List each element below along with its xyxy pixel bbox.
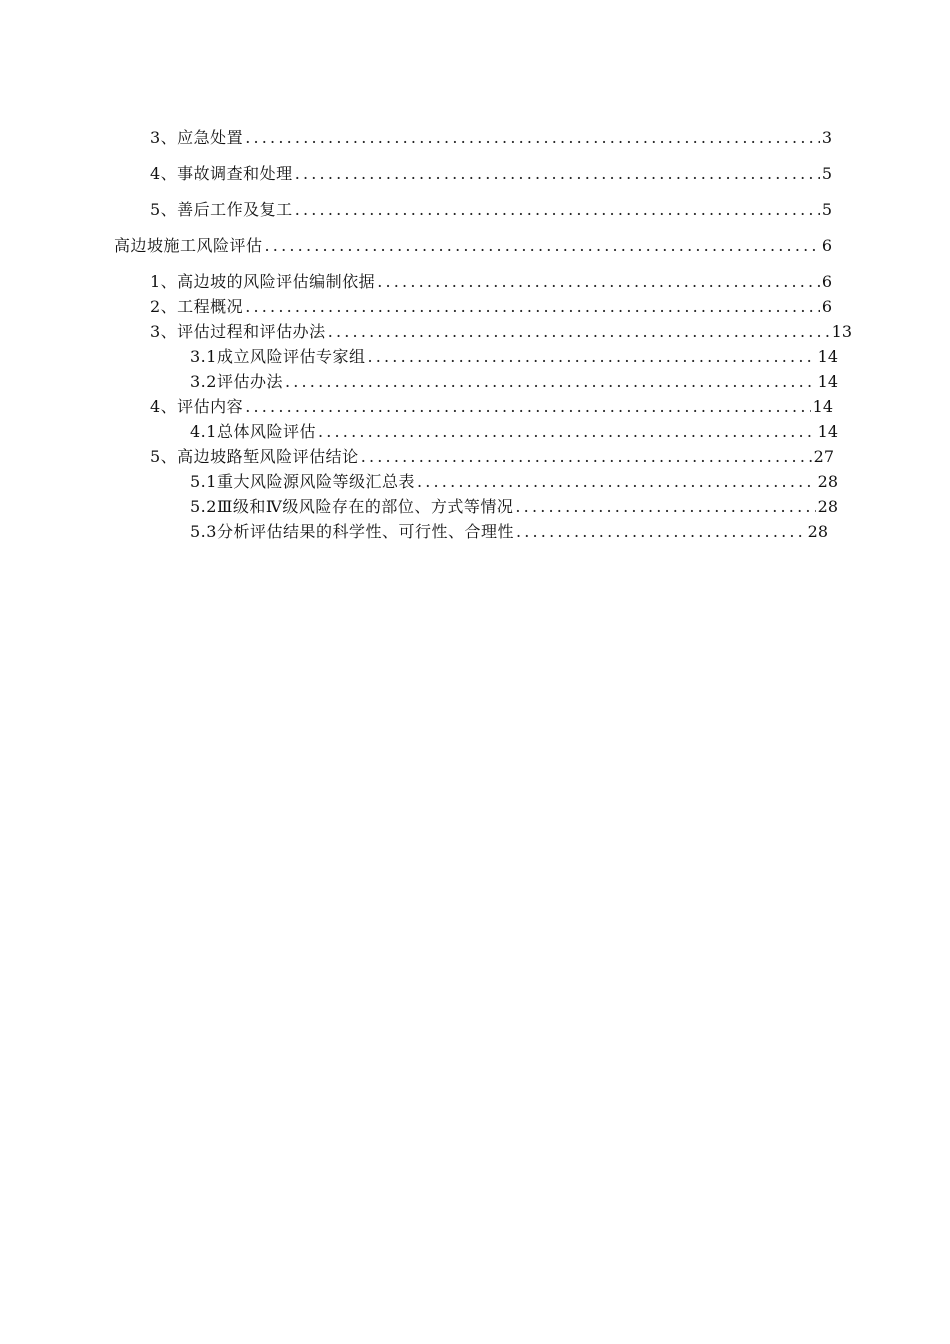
toc-entry-title: 5、高边坡路堑风险评估结论 <box>150 447 359 466</box>
toc-entry-page: 6 <box>821 297 832 316</box>
toc-entry-title: 5.2Ⅲ级和Ⅳ级风险存在的部位、方式等情况 <box>190 497 514 516</box>
toc-dot-leader <box>328 321 830 343</box>
toc-entry-page: 6 <box>821 236 832 255</box>
toc-entry-title: 3、评估过程和评估办法 <box>150 322 326 341</box>
toc-dot-leader <box>245 296 820 318</box>
toc-entry[interactable] <box>190 346 838 368</box>
toc-entry-page: 28 <box>817 472 838 491</box>
toc-entry-title: 4.1总体风险评估 <box>190 422 316 441</box>
toc-entry-title: 5、善后工作及复工 <box>150 200 293 219</box>
toc-entry-page: 28 <box>817 497 838 516</box>
toc-entry[interactable] <box>190 371 838 393</box>
toc-entry[interactable] <box>190 471 838 493</box>
toc-dot-leader <box>417 471 816 493</box>
toc-dot-leader <box>245 127 820 149</box>
toc-entry-title: 5.1重大风险源风险等级汇总表 <box>190 472 415 491</box>
toc-entry-title: 4、评估内容 <box>150 397 244 416</box>
toc-entry-title: 3.1成立风险评估专家组 <box>190 347 366 366</box>
toc-entry[interactable] <box>150 446 834 468</box>
toc-entry-page: 13 <box>831 322 852 341</box>
toc-entry-page: 3 <box>821 128 832 147</box>
toc-entry-page: 14 <box>812 397 833 416</box>
toc-dot-leader <box>265 235 820 257</box>
toc-entry[interactable] <box>190 496 838 518</box>
toc-entry[interactable] <box>150 321 852 343</box>
toc-entry-page: 5 <box>821 164 832 183</box>
toc-dot-leader <box>295 163 820 185</box>
toc-entry[interactable] <box>150 199 832 221</box>
toc-dot-leader <box>516 521 806 543</box>
toc-entry-title: 3.2评估办法 <box>190 372 283 391</box>
toc-dot-leader <box>318 421 816 443</box>
toc-entry-page: 14 <box>817 372 838 391</box>
toc-dot-leader <box>515 496 815 518</box>
toc-entry-page: 28 <box>807 522 828 541</box>
toc-entry-title: 2、工程概况 <box>150 297 244 316</box>
toc-entry-title: 3、应急处置 <box>150 128 244 147</box>
toc-entry-title: 高边坡施工风险评估 <box>114 236 263 255</box>
toc-entry-page: 14 <box>817 422 838 441</box>
toc-entry[interactable] <box>190 421 838 443</box>
toc-entry-page: 27 <box>813 447 834 466</box>
toc-entry-page: 14 <box>817 347 838 366</box>
toc-entry[interactable] <box>150 396 833 418</box>
toc-dot-leader <box>367 346 815 368</box>
toc-entry[interactable] <box>114 235 832 257</box>
toc-dot-leader <box>361 446 812 468</box>
toc-entry-page: 5 <box>821 200 832 219</box>
toc-entry[interactable] <box>150 163 832 185</box>
toc-dot-leader <box>245 396 810 418</box>
toc-entry-page: 6 <box>821 272 832 291</box>
toc-entry[interactable] <box>150 271 832 293</box>
toc-dot-leader <box>295 199 820 221</box>
toc-entry[interactable] <box>190 521 828 543</box>
toc-entry-title: 4、事故调查和处理 <box>150 164 293 183</box>
toc-entry[interactable] <box>150 296 832 318</box>
toc-entry[interactable] <box>150 127 832 149</box>
toc-entry-title: 5.3分析评估结果的科学性、可行性、合理性 <box>190 522 514 541</box>
toc-dot-leader <box>285 371 816 393</box>
toc-entry-title: 1、高边坡的风险评估编制依据 <box>150 272 376 291</box>
toc-dot-leader <box>377 271 820 293</box>
